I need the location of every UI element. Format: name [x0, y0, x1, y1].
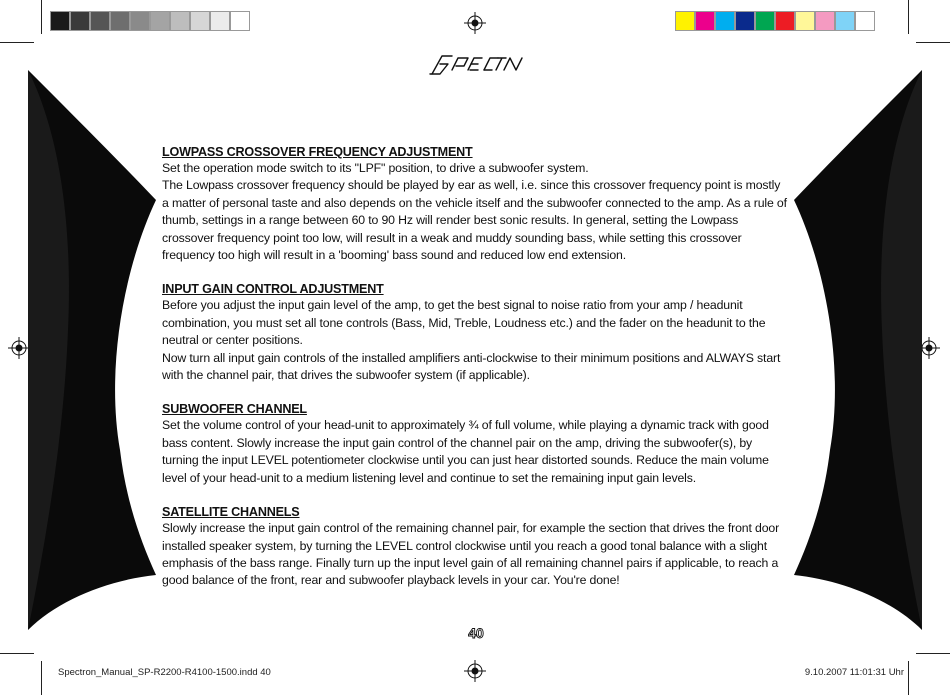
- right-decorative-wing: [792, 70, 922, 630]
- color-swatch: [815, 11, 835, 31]
- section-paragraph: The Lowpass crossover frequency should be played by ear as well, i.e. since this crossover frequency point is mostly a matter of personal taste and also depends on the vehicle itself and the subwoofer connected to the amp. As a rule of thumb, settings in a range between 60 to 90 Hz will render best sonic results. In general, setting the Lowpass crossover frequency point too low, will result in a weak and muddy sounding bass, while setting this crossover frequency too high will result in a 'booming' bass sound and reduced low end extension.: [162, 178, 787, 263]
- crop-mark: [0, 42, 34, 43]
- gray-color-bar: [50, 11, 250, 31]
- gray-swatch: [130, 11, 150, 31]
- color-swatch: [795, 11, 815, 31]
- gray-swatch: [70, 11, 90, 31]
- section-heading: SATELLITE CHANNELS: [162, 505, 300, 520]
- color-swatch: [695, 11, 715, 31]
- section-subwoofer-channel: [162, 401, 790, 487]
- cmyk-color-bar: [675, 11, 875, 31]
- registration-mark-icon: [464, 660, 486, 682]
- left-decorative-wing: [28, 70, 158, 630]
- crop-mark: [41, 661, 42, 695]
- registration-mark-icon: [8, 337, 30, 359]
- gray-swatch: [230, 11, 250, 31]
- footer-timestamp: 9.10.2007 11:01:31 Uhr: [804, 667, 904, 678]
- svg-text:40: 40: [468, 625, 484, 641]
- footer-filename: Spectron_Manual_SP-R2200-R4100-1500.indd 40: [58, 667, 271, 678]
- gray-swatch: [110, 11, 130, 31]
- section-heading: SUBWOOFER CHANNEL: [162, 402, 307, 417]
- color-swatch: [755, 11, 775, 31]
- crop-mark: [0, 653, 34, 654]
- color-swatch: [775, 11, 795, 31]
- color-swatch: [715, 11, 735, 31]
- gray-swatch: [50, 11, 70, 31]
- section-input-gain: [162, 281, 790, 384]
- section-paragraph: Set the volume control of your head-unit to approximately ¾ of full volume, while playing a dynamic track with good bass content. Slowly increase the input gain control of the channel pair on the amp, driving the subwoofer(s), by turning the input LEVEL potentiometer clockwise until you can just hear distorted sounds. Reduce the main volume level of your head-unit to a medium listening level and continue to set the remaining input gain levels.: [162, 418, 769, 485]
- manual-content: [162, 144, 790, 607]
- gray-swatch: [190, 11, 210, 31]
- section-paragraph: Before you adjust the input gain level of the amp, to get the best signal to noise ratio from your amp / headunit combination, you must set all tone controls (Bass, Mid, Treble, Loudness etc.) and the fader on the headunit to the neutral or center positions.: [162, 298, 766, 348]
- section-lowpass-crossover: [162, 144, 790, 264]
- crop-mark: [916, 653, 950, 654]
- spectron-logo-icon: [428, 50, 524, 80]
- section-heading: INPUT GAIN CONTROL ADJUSTMENT: [162, 282, 384, 297]
- color-swatch: [675, 11, 695, 31]
- section-paragraph: Now turn all input gain controls of the installed amplifiers anti-clockwise to their minimum positions and ALWAYS start with the channel pair, that drives the subwoofer system (if applicable).: [162, 350, 781, 383]
- color-swatch: [735, 11, 755, 31]
- page-number: [458, 625, 494, 641]
- crop-mark: [916, 42, 950, 43]
- gray-swatch: [90, 11, 110, 31]
- color-swatch: [855, 11, 875, 31]
- color-swatch: [835, 11, 855, 31]
- gray-swatch: [170, 11, 190, 31]
- crop-mark: [908, 0, 909, 34]
- registration-mark-icon: [464, 12, 486, 34]
- section-paragraph: Slowly increase the input gain control of the remaining channel pair, for example the section that drives the front door installed speaker system, by turning the LEVEL control clockwise until you reach a good tonal balance with a slight emphasis of the bass range. Finally turn up the input level gain of all remaining channel pairs if applicable, to reach a good balance of the front, rear and subwoofer playback levels in your car. You're done!: [162, 521, 780, 588]
- section-heading: LOWPASS CROSSOVER FREQUENCY ADJUSTMENT: [162, 145, 473, 159]
- section-paragraph: Set the operation mode switch to its "LPF" position, to drive a subwoofer system.: [162, 161, 589, 175]
- crop-mark: [41, 0, 42, 34]
- crop-mark: [908, 661, 909, 695]
- gray-swatch: [210, 11, 230, 31]
- section-satellite-channels: [162, 504, 790, 590]
- gray-swatch: [150, 11, 170, 31]
